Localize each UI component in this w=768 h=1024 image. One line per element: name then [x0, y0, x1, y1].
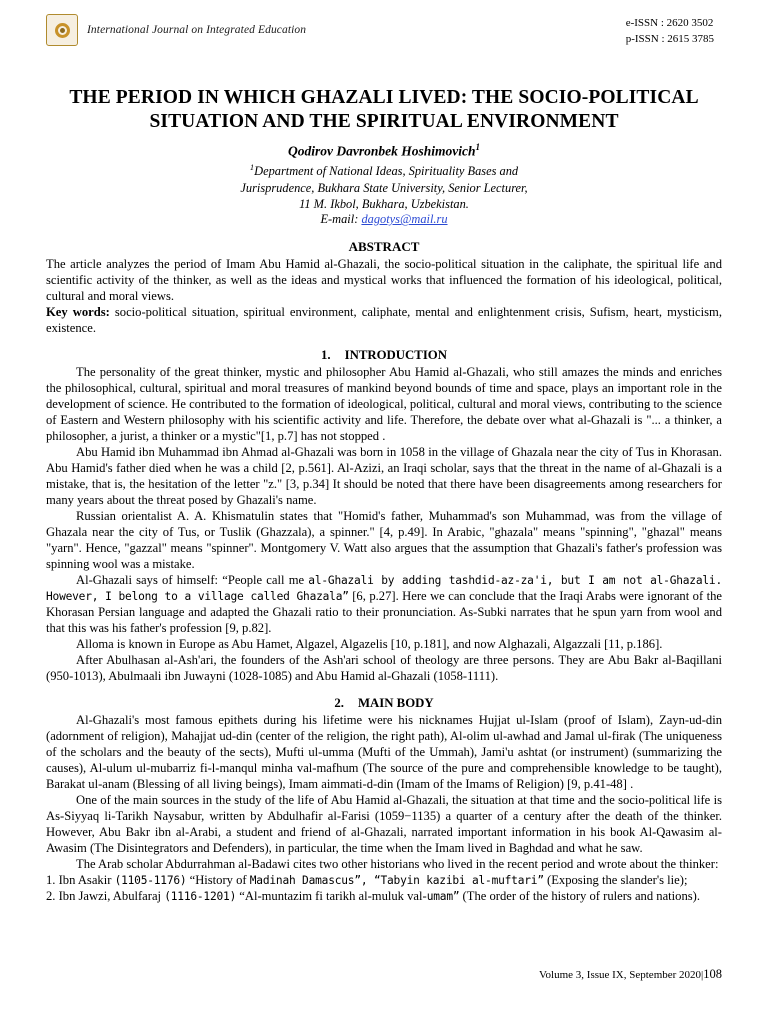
- eissn: e-ISSN : 2620 3502: [625, 17, 714, 29]
- footer-separator: |: [701, 969, 704, 981]
- intro-paragraph-1: The personality of the great thinker, mystic and philosopher Abu Hamid al-Ghazali, who still amazes the minds and enriches the philosophical, cultural, spiritual and moral treasures of mankind beyond bounds of time and space, plays an important role in the development of science. He contributed to the formation of ideological, political, cultural and moral views, contributing to the science of Eastern and Western philosophy with his scientific activity and life. Therefore, the debate over what al-Ghazali is "... a thinker, a philosopher, a jurist, a thinker or a mystic"[1, p.7] has not stopped .: [46, 365, 722, 444]
- main-paragraph-3: The Arab scholar Abdurrahman al-Badawi cites two other historians who lived in the recent period and wrote about the thinker:: [76, 856, 719, 871]
- list-item-1-mid: “History of: [186, 872, 250, 887]
- keywords-text: socio-political situation, spiritual environment, caliphate, mental and enlightenment crisis, Sufism, heart, mysticism, existence.: [46, 305, 722, 336]
- affiliation-line-3: 11 M. Ikbol, Bukhara, Uzbekistan.: [299, 196, 469, 211]
- main-paragraph-2: One of the main sources in the study of the life of Abu Hamid al-Ghazali, the situation at that time and the socio-political life is As-Siyyaq li-Tarikh Naysabur, written by Abdulhafir al-Farisi (1059−1135) a quarter of a century after the death of the thinker. However, Abu Bakr ibn al-Arabi, a student and friend of al-Ghazali, narrated important information in his book Al-Qawasim al-Awasim (The Disintegrators and Defenders), in particular, the time when the Imam lived in Baghdad and what he saw.: [46, 792, 722, 855]
- section-title-1: INTRODUCTION: [344, 348, 447, 363]
- section-number-2: 2.: [334, 695, 344, 710]
- footer-page-number: 108: [703, 967, 722, 981]
- affiliation: [46, 162, 722, 212]
- journal-seal-icon: [46, 14, 78, 46]
- list-item-2-mid: “Al-muntazim fi tarikh al-muluk val-: [236, 888, 427, 903]
- affiliation-footnote-marker: 1: [249, 162, 255, 173]
- title-block: [46, 86, 722, 227]
- intro-paragraph-2: Abu Hamid ibn Muhammad ibn Ahmad al-Ghazali was born in 1058 in the village of Ghazala near the city of Tus in Khorasan. Abu Hamid's father died when he was a child [2, p.561]. Al-Azizi, an Iraqi scholar, says that the threat in the name of al-Ghazali is a mistake, that is, the hesitation of the letter "z." [3, p.34] It should be noted that there have been disagreements among researchers for many years about the threat posed by Ghazali's name.: [46, 445, 722, 508]
- list-item: [46, 889, 722, 905]
- section-heading-main-body: [46, 696, 722, 711]
- list-item-2-mono-2: umam”: [426, 889, 460, 903]
- quote-post: [6, p.27]. Here we can conclude that the Iraqi Arabs were ignorant of the Khorasan Persian language and adapted the Ghazali ratio to their pronunciation. As-Subki narrates that he spun yarn from wool and that this was his father's profession [9, p.82].: [46, 589, 722, 635]
- quote-mid: -Ghazali by adding tashdid-az-za'i, but I am not al-Ghazali. However, I belong to a village called Ghazala”: [46, 574, 722, 604]
- keywords-paragraph: [46, 305, 722, 337]
- footer-volume-info: Volume 3, Issue IX, September 2020: [539, 969, 702, 981]
- list-item-1-mono-1: (1105-1176): [114, 873, 187, 887]
- email-label: E-mail:: [320, 212, 359, 227]
- email-link[interactable]: dagotys@mail.ru: [361, 212, 448, 227]
- page-header: [46, 14, 722, 60]
- list-item-1-pre: 1. Ibn Asakir: [46, 872, 115, 887]
- pissn: p-ISSN : 2615 3785: [625, 32, 714, 45]
- intro-paragraph-5: After Abulhasan al-Ash'ari, the founders of the Ash'ari school of theology are three persons. They are Abu Bakr al-Baqillani (950-1013), Abulmaali ibn Juwayni (1028-1085) and Abu Hamid al-Ghazali (1058-1111).: [46, 652, 722, 683]
- issn-block: [626, 14, 722, 48]
- intro-paragraph-quote: [46, 573, 722, 637]
- quote-pre: Al-Ghazali says of himself: “People call me: [76, 573, 309, 588]
- section-title-2: MAIN BODY: [357, 695, 434, 710]
- affiliation-line-2: Jurisprudence, Bukhara State University, Senior Lecturer,: [240, 180, 528, 195]
- list-item-2-post: (The order of the history of rulers and nations).: [459, 888, 701, 903]
- page-footer: [539, 967, 722, 982]
- list-item-2-pre: 2. Ibn Jawzi, Abulfaraj: [46, 888, 165, 903]
- intro-paragraph-3: Russian orientalist A. A. Khismatulin states that "Homid's father, Muhammad's son Muhammad, was from the village of Ghazala near the city of Tus, or Tuslik (Ghazzala), a spinner." [4, p.49]. In Arabic, "ghazala" means "spinning", "ghazal" means "yarn". Hence, "gazzal" means "spinner". Montgomery V. Watt also argues that the assumption that Ghazali's father's profession was spinning wool was a mistake.: [46, 509, 722, 572]
- author-footnote-marker: 1: [475, 141, 480, 152]
- list-item-1-post: (Exposing the slander's lie);: [543, 872, 688, 887]
- keywords-label: Key words:: [46, 305, 110, 320]
- email-line: [46, 212, 722, 227]
- author-name: [46, 142, 722, 160]
- main-paragraph-1: Al-Ghazali's most famous epithets during his lifetime were his nicknames Hujjat ul-Islam (proof of Islam), Zayn-ud-din (adornment of religion), Mahajjat ud-din (center of the religion, the right path), Al-olim ul-awhad and Jamal ul-firak (The uniqueness of the scholars and the beauty of the sects), Mufti ul-umma (Mufti of the Ummah), Jami'u ashtat (or instrument) (summarizing the causes), Al-ulum ul-mubarriz fi-l-manqul minha val-mafhum (The source of the pure and comprehensible knowledge to be taught), Barakat ul-anam (Blessing of all living beings), Imam aimmati-d-din (Imam of the Imams of Religion) [9, p.41-48] .: [46, 712, 722, 791]
- section-heading-introduction: [46, 348, 722, 363]
- list-item-2-mono-1: (1116-1201): [164, 889, 237, 903]
- abstract-text: The article analyzes the period of Imam Abu Hamid al-Ghazali, the socio-political situation in the caliphate, the spiritual life and scientific activity of the thinker, as well as the ideas and mystical works that influenced the formation of his ideological, political, cultural and moral views.: [46, 257, 722, 304]
- list-item-1-mono-2: Madinah Damascus”, “Tabyin kazibi al-muftari”: [249, 873, 544, 887]
- page-title: THE PERIOD IN WHICH GHAZALI LIVED: THE SOCIO-POLITICAL SITUATION AND THE SPIRITUAL ENVIRONMENT: [69, 87, 699, 132]
- section-number-1: 1.: [321, 348, 331, 363]
- header-left: [46, 14, 306, 46]
- author-label: Qodirov Davronbek Hoshimovich: [288, 143, 476, 159]
- abstract-heading: ABSTRACT: [348, 239, 420, 255]
- quote-mono-1: al: [308, 574, 322, 588]
- intro-paragraph-4: Alloma is known in Europe as Abu Hamet, Algazel, Algazelis [10, p.181], and now Alghazali, Algazzali [11, p.186].: [76, 636, 663, 651]
- affiliation-line-1: Department of National Ideas, Spirituality Bases and: [254, 164, 519, 179]
- journal-name: International Journal on Integrated Education: [87, 24, 307, 36]
- list-item: [46, 873, 722, 889]
